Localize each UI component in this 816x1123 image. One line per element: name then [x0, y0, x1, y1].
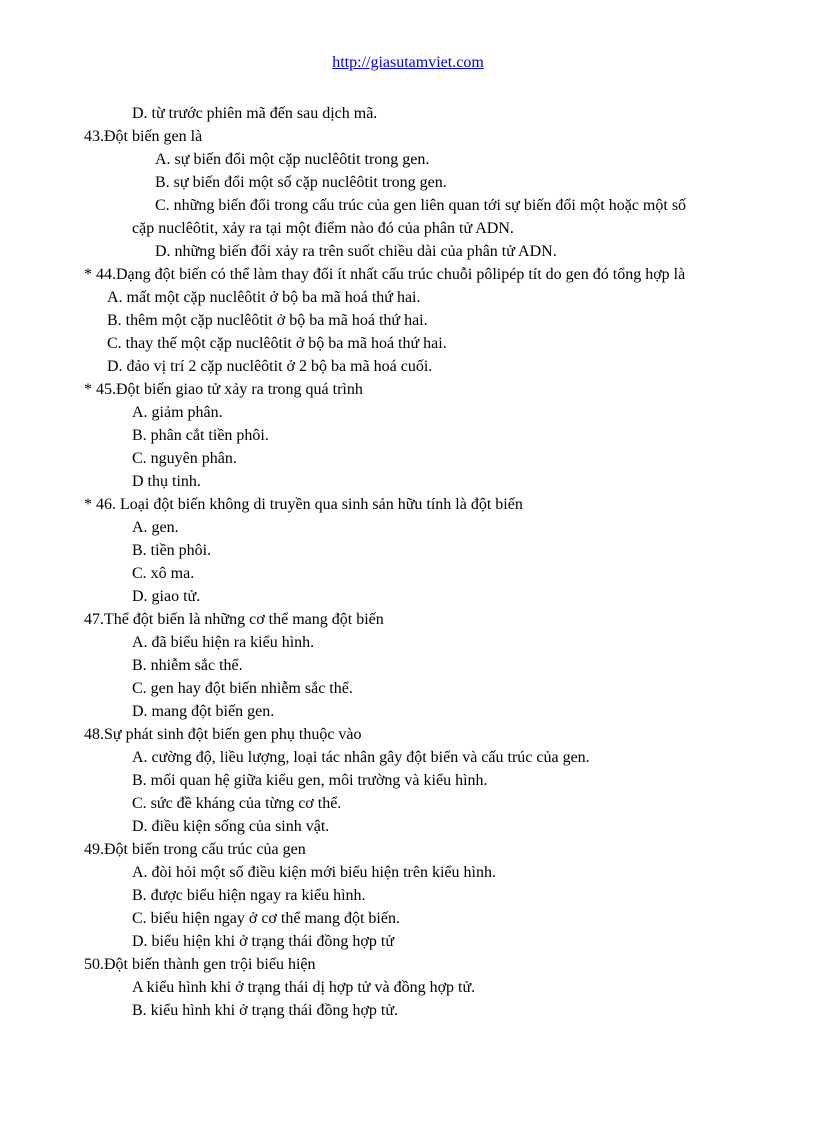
- question-46: [0, 493, 816, 608]
- option-b: B. sự biến đổi một số cặp nuclêôtit trong gen.: [155, 174, 447, 191]
- option-a: A. gen.: [132, 519, 179, 536]
- option-a: A. đã biểu hiện ra kiểu hình.: [132, 634, 315, 651]
- question-stem: * 45.Đột biến giao tử xảy ra trong quá trình: [84, 381, 363, 398]
- option-b: B. tiền phôi.: [132, 542, 212, 559]
- option-b: B. phân cắt tiền phôi.: [132, 427, 269, 444]
- previous-question-option-d: D. từ trước phiên mã đến sau dịch mã.: [132, 105, 378, 122]
- question-stem: 49.Đột biến trong cấu trúc của gen: [84, 841, 306, 858]
- document-body: [0, 102, 816, 1022]
- option-c-continued: cặp nuclêôtit, xảy ra tại một điểm nào đó của phân tử ADN.: [132, 220, 514, 237]
- question-47: [0, 608, 816, 723]
- option-b: B. mối quan hệ giữa kiểu gen, môi trường và kiểu hình.: [132, 772, 488, 789]
- question-45: [0, 378, 816, 493]
- option-b: B. nhiễm sắc thể.: [132, 657, 243, 674]
- option-a: A. đòi hỏi một số điều kiện mới biểu hiện trên kiểu hình.: [132, 864, 496, 881]
- option-b: B. kiểu hình khi ở trạng thái đồng hợp tử.: [132, 1002, 399, 1019]
- option-d: D. biểu hiện khi ở trạng thái đồng hợp tử: [132, 933, 394, 950]
- option-b: B. được biểu hiện ngay ra kiểu hình.: [132, 887, 366, 904]
- website-link[interactable]: http://giasutamviet.com: [332, 54, 484, 71]
- option-d: D. đảo vị trí 2 cặp nuclêôtit ở 2 bộ ba mã hoá cuối.: [107, 358, 433, 375]
- question-stem: 48.Sự phát sinh đột biến gen phụ thuộc vào: [84, 726, 362, 743]
- option-d: D. giao tử.: [132, 588, 201, 605]
- option-c: C. nguyên phân.: [132, 450, 237, 467]
- option-d: D thụ tinh.: [132, 473, 201, 490]
- option-a: A kiểu hình khi ở trạng thái dị hợp tử và đồng hợp tử.: [132, 979, 476, 996]
- option-c: C. những biến đổi trong cấu trúc của gen liên quan tới sự biến đổi một hoặc một số: [155, 197, 687, 214]
- option-b: B. thêm một cặp nuclêôtit ở bộ ba mã hoá thứ hai.: [107, 312, 428, 329]
- option-d: D. điều kiện sống của sinh vật.: [132, 818, 330, 835]
- question-44: [0, 263, 816, 378]
- question-stem: 47.Thể đột biến là những cơ thể mang đột biến: [84, 611, 384, 628]
- option-c: C. xô ma.: [132, 565, 195, 582]
- question-stem: 50.Đột biến thành gen trội biểu hiện: [84, 956, 316, 973]
- question-49: [0, 838, 816, 953]
- option-a: A. giảm phân.: [132, 404, 223, 421]
- question-43: [0, 125, 816, 263]
- option-c: C. gen hay đột biến nhiễm sắc thể.: [132, 680, 353, 697]
- option-a: A. sự biến đổi một cặp nuclêôtit trong gen.: [155, 151, 430, 168]
- question-50: [0, 953, 816, 1022]
- option-c: C. thay thế một cặp nuclêôtit ở bộ ba mã hoá thứ hai.: [107, 335, 447, 352]
- option-a: A. cường độ, liều lượng, loại tác nhân gây đột biến và cấu trúc của gen.: [132, 749, 590, 766]
- page-header: [0, 53, 816, 73]
- question-stem: * 44.Dạng đột biến có thể làm thay đổi ít nhất cấu trúc chuỗi pôlipép tít do gen đó tổng hợp là: [84, 266, 686, 283]
- question-stem: 43.Đột biến gen là: [84, 128, 203, 145]
- option-d: D. những biến đổi xảy ra trên suốt chiều dài của phân tử ADN.: [155, 243, 557, 260]
- question-48: [0, 723, 816, 838]
- option-c: C. biểu hiện ngay ở cơ thể mang đột biến.: [132, 910, 400, 927]
- option-d: D. mang đột biến gen.: [132, 703, 275, 720]
- question-stem: * 46. Loại đột biến không di truyền qua sinh sản hữu tính là đột biến: [84, 496, 523, 513]
- option-c: C. sức đề kháng của từng cơ thể.: [132, 795, 342, 812]
- option-a: A. mất một cặp nuclêôtit ở bộ ba mã hoá thứ hai.: [107, 289, 421, 306]
